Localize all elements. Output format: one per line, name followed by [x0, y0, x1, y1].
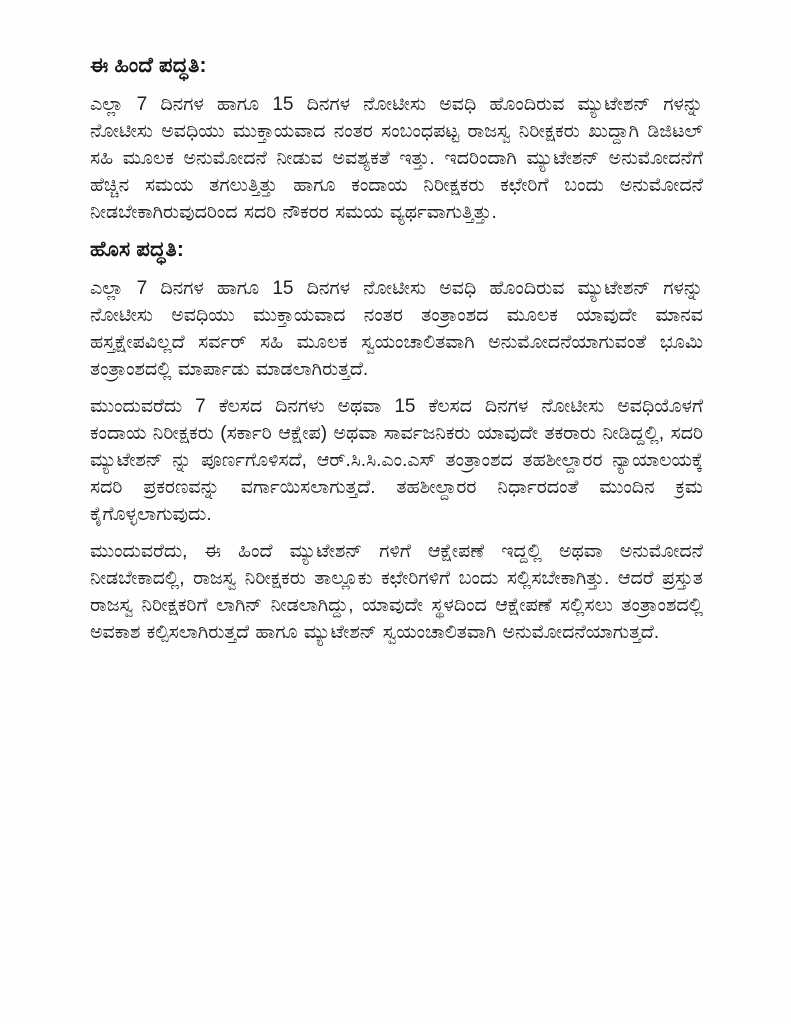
section-new-method — [90, 236, 703, 646]
section-heading-new-method: ಹೊಸ ಪದ್ಧತಿ: — [90, 238, 185, 261]
paragraph-new-method-3: ಮುಂದುವರೆದು, ಈ ಹಿಂದೆ ಮ್ಯುಟೇಶನ್ ಗಳಿಗೆ ಆಕ್ಷೇಪಣೆ ಇದ್ದಲ್ಲಿ ಅಥವಾ ಅನುಮೋದನೆ ನೀಡಬೇಕಾದಲ್ಲಿ, ರಾಜಸ್ವ ನಿರೀಕ್ಷಕರು ತಾಲ್ಲೂಕು ಕಛೇರಿಗಳಿಗೆ ಬಂದು ಸಲ್ಲಿಸಬೇಕಾಗಿತ್ತು. ಆದರೆ ಪ್ರಸ್ತುತ ರಾಜಸ್ವ ನಿರೀಕ್ಷಕರಿಗೆ ಲಾಗಿನ್ ನೀಡಲಾಗಿದ್ದು, ಯಾವುದೇ ಸ್ಥಳದಿಂದ ಆಕ್ಷೇಪಣೆ ಸಲ್ಲಿಸಲು ತಂತ್ರಾಂಶದಲ್ಲಿ ಅವಕಾಶ ಕಲ್ಪಿಸಲಾಗಿರುತ್ತದೆ ಹಾಗೂ ಮ್ಯುಟೇಶನ್ ಸ್ವಯಂಚಾಲಿತವಾಗಿ ಅನುಮೋದನೆಯಾಗುತ್ತದೆ. — [90, 541, 703, 643]
paragraph-new-method-2: ಮುಂದುವರೆದು 7 ಕೆಲಸದ ದಿನಗಳು ಅಥವಾ 15 ಕೆಲಸದ ದಿನಗಳ ನೋಟೀಸು ಅವಧಿಯೊಳಗೆ ಕಂದಾಯ ನಿರೀಕ್ಷಕರು (ಸರ್ಕಾರಿ ಆಕ್ಷೇಪ) ಅಥವಾ ಸಾರ್ವಜನಿಕರು ಯಾವುದೇ ತಕರಾರು ನೀಡಿದ್ದಲ್ಲಿ, ಸದರಿ ಮ್ಯುಟೇಶನ್ ನ್ನು ಪೂರ್ಣಗೊಳಿಸದೆ, ಆರ್.ಸಿ.ಸಿ.ಎಂ.ಎಸ್ ತಂತ್ರಾಂಶದ ತಹಶೀಲ್ದಾರರ ನ್ಯಾಯಾಲಯಕ್ಕೆ ಸದರಿ ಪ್ರಕರಣವನ್ನು ವರ್ಗಾಯಿಸಲಾಗುತ್ತದೆ. ತಹಶೀಲ್ದಾರರ ನಿರ್ಧಾರದಂತೆ ಮುಂದಿನ ಕ್ರಮ ಕೈಗೊಳ್ಳಲಾಗುವುದು. — [90, 396, 703, 525]
section-heading-old-method: ಈ ಹಿಂದೆ ಪದ್ಧತಿ: — [90, 54, 207, 77]
paragraph-old-method-1: ಎಲ್ಲಾ 7 ದಿನಗಳ ಹಾಗೂ 15 ದಿನಗಳ ನೋಟೀಸು ಅವಧಿ ಹೊಂದಿರುವ ಮ್ಯುಟೇಶನ್ ಗಳನ್ನು ನೋಟೀಸು ಅವಧಿಯು ಮುಕ್ತಾಯವಾದ ನಂತರ ಸಂಬಂಧಪಟ್ಟ ರಾಜಸ್ವ ನಿರೀಕ್ಷಕರು ಖುದ್ದಾಗಿ ಡಿಜಿಟಲ್ ಸಹಿ ಮೂಲಕ ಅನುಮೋದನೆ ನೀಡುವ ಅವಶ್ಯಕತೆ ಇತ್ತು. ಇದರಿಂದಾಗಿ ಮ್ಯುಟೇಶನ್ ಅನುಮೋದನೆಗೆ ಹೆಚ್ಚಿನ ಸಮಯ ತಗಲುತ್ತಿತ್ತು ಹಾಗೂ ಕಂದಾಯ ನಿರೀಕ್ಷಕರು ಕಛೇರಿಗೆ ಬಂದು ಅನುಮೋದನೆ ನೀಡಬೇಕಾಗಿರುವುದರಿಂದ ಸದರಿ ನೌಕರರ ಸಮಯ ವ್ಯರ್ಥವಾಗುತ್ತಿತ್ತು. — [90, 94, 703, 223]
paragraph-new-method-1: ಎಲ್ಲಾ 7 ದಿನಗಳ ಹಾಗೂ 15 ದಿನಗಳ ನೋಟೀಸು ಅವಧಿ ಹೊಂದಿರುವ ಮ್ಯುಟೇಶನ್ ಗಳನ್ನು ನೋಟೀಸು ಅವಧಿಯು ಮುಕ್ತಾಯವಾದ ನಂತರ ತಂತ್ರಾಂಶದ ಮೂಲಕ ಯಾವುದೇ ಮಾನವ ಹಸ್ತಕ್ಷೇಪವಿಲ್ಲದೆ ಸರ್ವರ್ ಸಹಿ ಮೂಲಕ ಸ್ವಯಂಚಾಲಿತವಾಗಿ ಅನುಮೋದನೆಯಾಗುವಂತೆ ಭೂಮಿ ತಂತ್ರಾಂಶದಲ್ಲಿ ಮಾರ್ಪಾಡು ಮಾಡಲಾಗಿರುತ್ತದೆ. — [90, 278, 703, 380]
section-old-method — [90, 52, 703, 226]
